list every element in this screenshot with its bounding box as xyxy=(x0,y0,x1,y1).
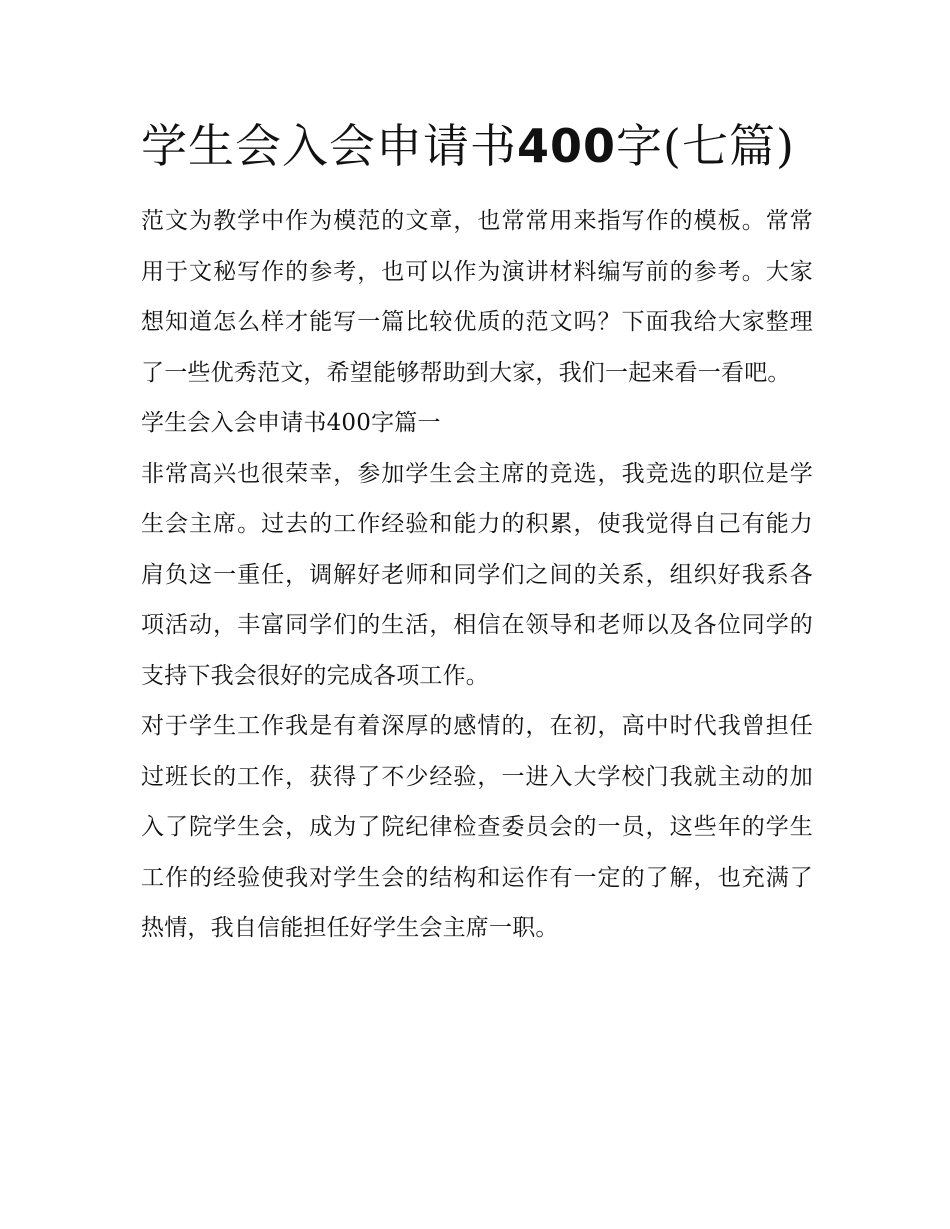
section-heading: 学生会入会申请书400字篇一 xyxy=(141,410,441,436)
document-title: 学生会入会申请书400字(七篇) xyxy=(141,119,795,173)
document-body xyxy=(141,196,813,954)
intro-paragraph: 范文为教学中作为模范的文章，也常常用来指写作的模板。常常用于文秘写作的参考，也可以作为演讲材料编写前的参考。大家想知道怎么样才能写一篇比较优质的范文吗？下面我给大家整理了一些优秀范文，希望能够帮助到大家，我们一起来看一看吧。 xyxy=(141,208,813,386)
body-paragraph: 非常高兴也很荣幸，参加学生会主席的竞选，我竞选的职位是学生会主席。过去的工作经验和能力的积累，使我觉得自己有能力肩负这一重任，调解好老师和同学们之间的关系，组织好我系各项活动，丰富同学们的生活，相信在领导和老师以及各位同学的支持下我会很好的完成各项工作。 xyxy=(141,460,813,689)
document-page xyxy=(141,112,813,954)
body-paragraph: 对于学生工作我是有着深厚的感情的，在初，高中时代我曾担任过班长的工作，获得了不少经验，一进入大学校门我就主动的加入了院学生会，成为了院纪律检查委员会的一员，这些年的学生工作的经验使我对学生会的结构和运作有一定的了解，也充满了热情，我自信能担任好学生会主席一职。 xyxy=(141,713,813,941)
